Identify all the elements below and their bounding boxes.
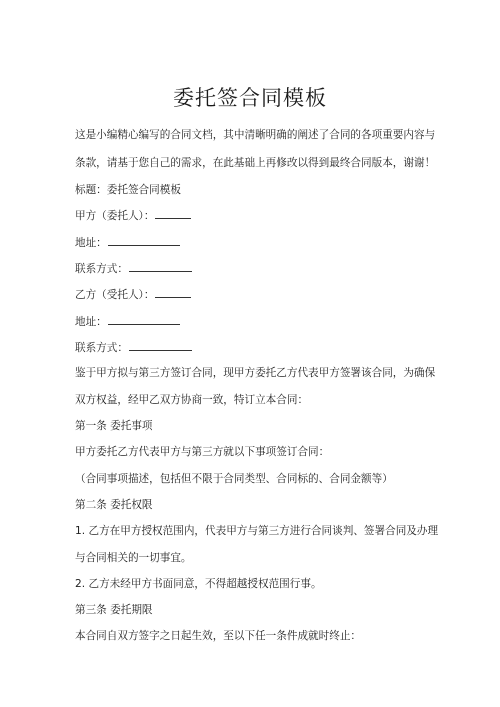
address-b-blank <box>108 315 180 325</box>
article-1-text: 甲方委托乙方代表甲方与第三方就以下事项签订合同： <box>75 446 330 458</box>
article-1-title: 第一条 委托事项 <box>75 420 153 432</box>
contact-a-blank <box>129 262 192 272</box>
contact-a-label: 联系方式： <box>75 263 128 275</box>
article-2-item-1a: 1. 乙方在甲方授权范围内，代表甲方与第三方进行合同谈判、签署合同及办理 <box>75 525 439 537</box>
article-3-text: 本合同自双方签字之日起生效，至以下任一条件成就时终止： <box>75 630 362 642</box>
intro-line-2: 条款，请基于您自己的需求，在此基础上再修改以得到最终合同版本，谢谢！ <box>75 157 436 169</box>
party-a-blank <box>155 209 191 219</box>
address-a-line <box>75 235 180 251</box>
article-3-title: 第三条 委托期限 <box>75 604 153 616</box>
party-a-label: 甲方（委托人）： <box>75 210 155 222</box>
article-2-item-2: 2. 乙方未经甲方书面同意，不得超越授权范围行事。 <box>75 578 322 590</box>
document-title: 委托签合同模板 <box>173 86 327 110</box>
contact-b-blank <box>129 341 192 351</box>
preamble-line-2: 双方权益，经甲乙双方协商一致，特订立本合同： <box>75 394 309 406</box>
address-b-label: 地址： <box>75 316 107 328</box>
title-label: 标题：委托签合同模板 <box>75 184 181 196</box>
intro-line-1: 这是小编精心编写的合同文档，其中清晰明确的阐述了合同的各项重要内容与 <box>75 129 436 141</box>
party-a-line <box>75 208 191 224</box>
party-b-line <box>75 287 191 303</box>
contact-b-line <box>75 340 192 356</box>
party-b-blank <box>155 288 191 298</box>
address-a-blank <box>108 236 180 246</box>
contact-a-line <box>75 261 192 277</box>
preamble-line-1: 鉴于甲方拟与第三方签订合同，现甲方委托乙方代表甲方签署该合同，为确保 <box>75 367 436 379</box>
contact-b-label: 联系方式： <box>75 342 128 354</box>
address-a-label: 地址： <box>75 237 107 249</box>
address-b-line <box>75 314 180 330</box>
article-2-item-1b: 与合同相关的一切事宜。 <box>75 552 192 564</box>
article-1-note: （合同事项描述，包括但不限于合同类型、合同标的、合同金额等） <box>75 473 393 485</box>
party-b-label: 乙方（受托人）： <box>75 289 155 301</box>
article-2-title: 第二条 委托权限 <box>75 499 153 511</box>
